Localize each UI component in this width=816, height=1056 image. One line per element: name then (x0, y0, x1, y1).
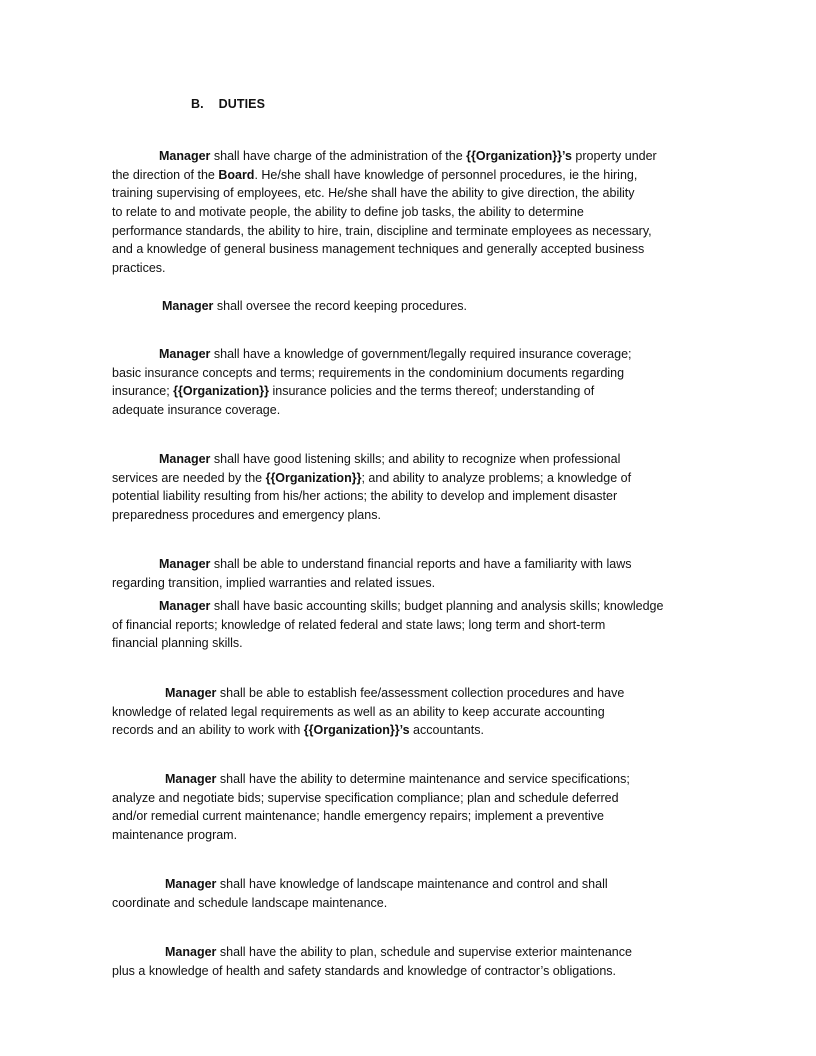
paragraph-line (112, 487, 712, 506)
text-run: knowledge of related legal requirements as well as an ability to keep accurate accounting (112, 704, 605, 719)
paragraph-line (112, 943, 712, 962)
paragraph-line (112, 203, 712, 222)
paragraph-line (112, 469, 712, 488)
bold-term: {{Organization}} (173, 384, 270, 399)
paragraph-maintenance (112, 770, 712, 845)
bold-term: Manager (159, 557, 211, 571)
text-run: shall have charge of the administration of the (210, 149, 467, 163)
bold-term: Manager (165, 945, 217, 959)
text-run: ; and ability to analyze problems; a knowledge of (361, 470, 632, 485)
paragraph-line (112, 222, 712, 241)
text-run: services are needed by the (112, 470, 266, 485)
bold-term: Manager (159, 149, 211, 163)
text-run: practices. (112, 261, 166, 276)
paragraph-line (112, 382, 712, 401)
paragraph-line (112, 574, 712, 593)
text-run: adequate insurance coverage. (112, 403, 281, 418)
text-run: and a knowledge of general business management techniques and generally accepted business (112, 242, 645, 257)
paragraph-financial-reports (112, 555, 712, 592)
bold-term: Board (218, 167, 255, 182)
text-run: property under (571, 149, 657, 163)
text-run: shall oversee the record keeping procedures. (213, 299, 468, 313)
bold-term: Manager (159, 347, 211, 361)
text-run: shall have good listening skills; and ability to recognize when professional (210, 452, 621, 466)
text-run: and/or remedial current maintenance; handle emergency repairs; implement a preventive (112, 809, 604, 824)
text-run: maintenance program. (112, 828, 238, 843)
text-run: shall have the ability to plan, schedule and supervise exterior maintenance (216, 945, 632, 959)
text-run: shall be able to understand financial reports and have a familiarity with laws (210, 557, 632, 571)
section-heading (191, 97, 265, 111)
bold-term: Manager (165, 686, 217, 700)
text-run: financial planning skills. (112, 636, 243, 651)
paragraph-line (112, 297, 712, 316)
paragraph-listening-skills (112, 450, 712, 525)
paragraph-line (112, 721, 712, 740)
paragraph-line (112, 703, 712, 722)
paragraph-line (112, 894, 712, 913)
paragraph-line (112, 345, 712, 364)
section-title: DUTIES (218, 97, 266, 111)
paragraph-line (112, 684, 712, 703)
bold-term: Manager (165, 877, 217, 891)
text-run: performance standards, the ability to hire, train, discipline and terminate employees as necessary, (112, 223, 652, 238)
paragraph-landscape (112, 875, 712, 912)
text-run: coordinate and schedule landscape maintenance. (112, 895, 388, 910)
paragraph-line (112, 826, 712, 845)
paragraph-insurance (112, 345, 712, 420)
paragraph-line (112, 770, 712, 789)
bold-term: Manager (165, 772, 217, 786)
paragraph-line (112, 807, 712, 826)
text-run: regarding transition, implied warranties and related issues. (112, 575, 436, 590)
paragraph-line (112, 259, 712, 278)
paragraph-line (112, 962, 712, 981)
bold-term: {{Organization}}’s (303, 723, 410, 738)
text-run: shall have basic accounting skills; budget planning and analysis skills; knowledge (210, 599, 664, 613)
text-run: potential liability resulting from his/her actions; the ability to develop and implement disaster (112, 489, 618, 504)
text-run: preparedness procedures and emergency plans. (112, 508, 381, 523)
paragraph-line (112, 616, 712, 635)
paragraph-line (112, 450, 712, 469)
text-run: analyze and negotiate bids; supervise specification compliance; plan and schedule deferred (112, 790, 619, 805)
paragraph-line (112, 875, 712, 894)
text-run: training supervising of employees, etc. He/she shall have the ability to give direction, the ability (112, 186, 635, 201)
text-run: of financial reports; knowledge of related federal and state laws; long term and short-term (112, 617, 606, 632)
text-run: basic insurance concepts and terms; requirements in the condominium documents regarding (112, 365, 625, 380)
paragraph-fee-collection (112, 684, 712, 740)
text-run: shall have the ability to determine maintenance and service specifications; (216, 772, 630, 786)
text-run: records and an ability to work with (112, 723, 304, 738)
text-run: shall be able to establish fee/assessment collection procedures and have (216, 686, 625, 700)
text-run: the direction of the (112, 167, 219, 182)
paragraph-administration (112, 147, 712, 278)
paragraph-line (112, 634, 712, 653)
paragraph-line (112, 789, 712, 808)
text-run: accountants. (409, 723, 484, 738)
bold-term: {{Organization}}’s (466, 149, 572, 163)
paragraph-record-keeping (112, 297, 712, 316)
text-run: to relate to and motivate people, the ability to define job tasks, the ability to determine (112, 205, 584, 220)
paragraph-line (112, 401, 712, 420)
text-run: insurance policies and the terms thereof; understanding of (269, 384, 595, 399)
paragraph-line (112, 147, 712, 166)
section-number: B. (191, 97, 204, 111)
text-run: insurance; (112, 384, 174, 399)
paragraph-line (112, 184, 712, 203)
text-run: shall have knowledge of landscape maintenance and control and shall (216, 877, 608, 891)
paragraph-line (112, 555, 712, 574)
paragraph-line (112, 364, 712, 383)
text-run: plus a knowledge of health and safety standards and knowledge of contractor’s obligations. (112, 963, 617, 978)
bold-term: Manager (162, 299, 214, 313)
paragraph-line (112, 166, 712, 185)
text-run: shall have a knowledge of government/legally required insurance coverage; (210, 347, 632, 361)
text-run: . He/she shall have knowledge of personnel procedures, ie the hiring, (254, 167, 638, 182)
paragraph-line (112, 240, 712, 259)
paragraph-line (112, 597, 712, 616)
bold-term: {{Organization}} (265, 470, 362, 485)
bold-term: Manager (159, 452, 211, 466)
bold-term: Manager (159, 599, 211, 613)
paragraph-accounting-skills (112, 597, 712, 653)
paragraph-line (112, 506, 712, 525)
paragraph-exterior-maintenance (112, 943, 712, 980)
